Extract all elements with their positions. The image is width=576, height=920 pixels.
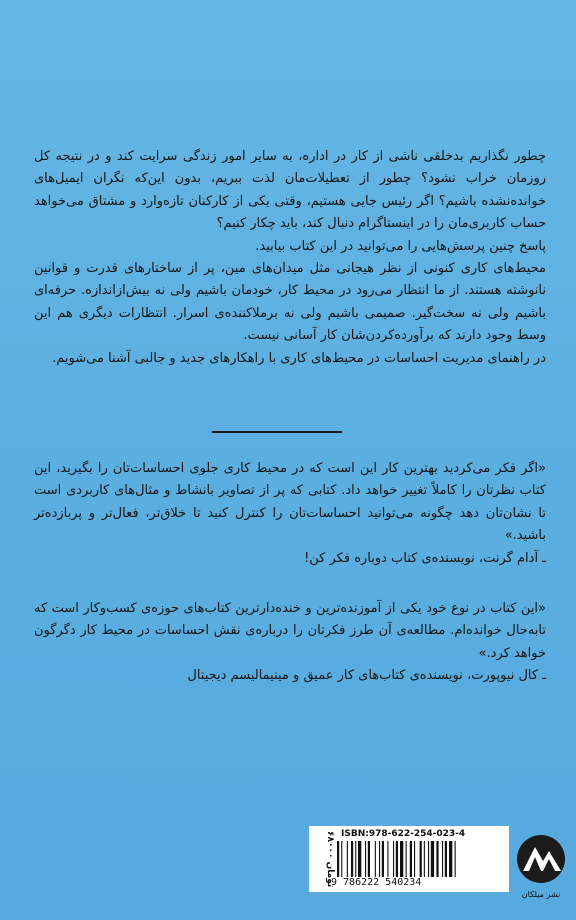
- section-divider: [212, 431, 342, 433]
- intro-paragraph: پاسخ چنین پرسش‌هایی را می‌توانید در این کتاب بیابید.: [255, 238, 546, 254]
- barcode-stripe: [351, 841, 353, 877]
- barcode-stripe: [428, 841, 429, 877]
- isbn-label: ISBN:978-622-254-023-4: [341, 829, 466, 839]
- quote-block: [34, 598, 546, 688]
- barcode-stripe: [455, 841, 456, 877]
- quote-block: [34, 458, 546, 570]
- barcode-stripe: [379, 841, 380, 877]
- barcode-stripe: [445, 841, 447, 877]
- barcode-stripe: [449, 841, 452, 877]
- barcode-stripe: [400, 841, 403, 877]
- barcode-stripe: [341, 841, 342, 877]
- quote-attribution: ـ آدام گرنت، نویسنده‌ی کتاب دوباره فکر کن!: [304, 550, 546, 566]
- barcode-stripe: [442, 841, 443, 877]
- barcode-stripe: [365, 841, 366, 877]
- quote-text: «این کتاب در نوع خود یکی از آموزنده‌ترین و خنده‌دارترین کتاب‌های حوزه‌ی کسب‌وکار است که تابه‌حال خوانده‌ام. مطالعه‌ی آن طرز فکرتان را درباره‌ی نقش احساسات در محیط کار دگرگون خواهد کرد.»: [34, 601, 546, 661]
- quote-text: «اگر فکر می‌کردید بهترین کار این است که در محیط کاری جلوی احساسات‌تان را بگیرید، این کتاب نظرتان را کاملاً تغییر خواهد داد. کتابی که پر از تصاویر بانشاط و مثال‌های کاربردی است تا نشان‌تان دهد چگونه می‌توانید احساسات‌تان را کنترل کنید تا خلاق‌تر، فعال‌تر و پربازده‌تر باشید.»: [34, 461, 546, 544]
- barcode-stripe: [431, 841, 434, 877]
- barcode-stripe: [396, 841, 398, 877]
- barcode-digits: 9 786222 540234: [331, 877, 422, 888]
- intro-paragraph: محیط‌های کاری کنونی از نظر هیجانی مثل میدان‌های مین، پر از ساختارهای قدرت و قوانین نانوشته هستند. از ما انتظار می‌رود در محیط کار، خودمان باشیم ولی نه بیش‌از‌اندازه. حرفه‌ای باشیم ولی نه سخت‌گیر. صمیمی باشیم ولی نه برملاکننده‌ی اسرار. انتظارات دیگری هم این وسط وجود دارند که برآورده‌کردن‌شان کار آسانی نیست.: [34, 261, 546, 344]
- barcode-bars: [337, 841, 505, 877]
- barcode-stripe: [358, 841, 361, 877]
- barcode-stripe: [368, 841, 370, 877]
- barcode-stripe: [375, 841, 376, 877]
- quote-attribution: ـ کال نیوپورت، نویسنده‌ی کتاب‌های کار عمیق و مینیمالیسم دیجیتال: [187, 668, 546, 684]
- intro-paragraph: چطور نگذاریم بدخلقی ناشی از کار در اداره، به سایر امور زندگی سرایت کند و در نتیجه کل روزمان خراب نشود؟ چطور از تعطیلات‌مان لذت ببریم، بدون این‌که نگران ایمیل‌های خوانده‌نشده باشیم؟ اگر رئیس جایی هستیم، وقتی یکی از کارکنان تازه‌وارد و مشتاق می‌خواهد حساب کاربری‌مان را در اینستاگرام دنبال کند، باید چکار کنیم؟: [34, 149, 546, 232]
- barcode-stripe: [355, 841, 356, 877]
- publisher-name: نشر میلکان: [521, 890, 561, 899]
- intro-paragraph: در راهنمای مدیریت احساسات در محیط‌های کاری با راهکارهای جدید و جالبی آشنا می‌شویم.: [52, 350, 546, 366]
- barcode-stripe: [414, 841, 415, 877]
- barcode-stripe: [393, 841, 394, 877]
- barcode-stripe: [337, 841, 339, 877]
- price-label: ۶۸۰۰۰ تومان: [325, 830, 335, 888]
- barcode-stripe: [347, 841, 348, 877]
- barcode-stripe: [406, 841, 407, 877]
- intro-text: [34, 146, 546, 370]
- barcode-stripe: [382, 841, 384, 877]
- barcode-panel: [309, 826, 509, 892]
- barcode-stripe: [410, 841, 412, 877]
- barcode-stripe: [424, 841, 425, 877]
- publisher-logo-icon: [515, 827, 567, 891]
- barcode-stripe: [387, 841, 388, 877]
- barcode-stripe: [436, 841, 438, 877]
- barcode-stripe: [420, 841, 422, 877]
